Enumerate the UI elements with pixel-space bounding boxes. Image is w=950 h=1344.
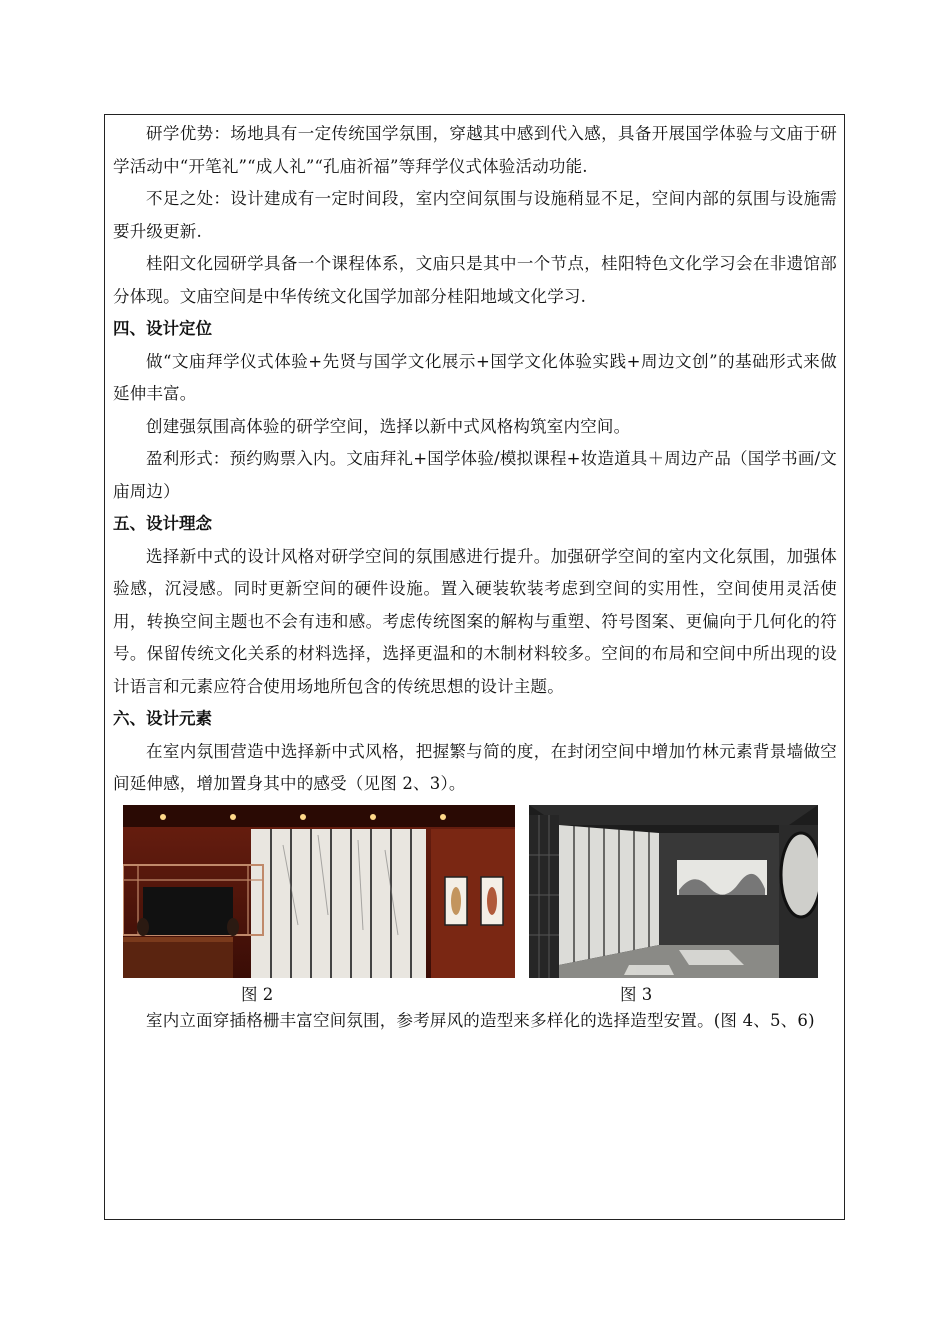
paragraph-curriculum: 桂阳文化园研学具备一个课程体系，文庙只是其中一个节点，桂阳特色文化学习会在非遗馆部分体现。文庙空间是中华传统文化国学加部分桂阳地域文化学习. <box>113 254 837 306</box>
paragraph-shortcomings: 不足之处：设计建成有一定时间段，室内空间氛围与设施稍显不足，空间内部的氛围与设施需要升级更新. <box>113 189 837 241</box>
section-heading-concept: 五、设计理念 <box>113 514 212 533</box>
figure-3-caption: 图 3 <box>620 984 653 1004</box>
document-body <box>113 118 837 1037</box>
figure-2-image <box>123 805 515 978</box>
paragraph-positioning-1: 做“文庙拜学仪式体验+先贤与国学文化展示+国学文化体验实践+周边文创”的基础形式来做延伸丰富。 <box>113 351 837 403</box>
paragraph-positioning-2: 创建强氛围高体验的研学空间，选择以新中式风格构筑室内空间。 <box>146 416 631 436</box>
section-heading-elements: 六、设计元素 <box>113 709 212 728</box>
paragraph-lattice: 室内立面穿插格栅丰富空间氛围，参考屏风的造型来多样化的选择造型安置。(图 4、5、6) <box>146 1010 815 1030</box>
paragraph-elements: 在室内氛围营造中选择新中式风格，把握繁与简的度，在封闭空间中增加竹林元素背景墙做空间延伸感，增加置身其中的感受（见图 2、3）。 <box>113 741 837 793</box>
paragraph-advantages: 研学优势：场地具有一定传统国学氛围，穿越其中感到代入感，具备开展国学体验与文庙于研学活动中“开笔礼”“成人礼”“孔庙祈福”等拜学仪式体验活动功能. <box>113 124 837 176</box>
figure-3-image <box>529 805 818 978</box>
figure-2-caption: 图 2 <box>241 984 274 1004</box>
figure-row <box>113 805 837 1005</box>
paragraph-concept: 选择新中式的设计风格对研学空间的氛围感进行提升。加强研学空间的室内文化氛围，加强体验感，沉浸感。同时更新空间的硬件设施。置入硬装软装考虑到空间的实用性，空间使用灵活使用，转换空间主题也不会有违和感。考虑传统图案的解构与重塑、符号图案、更偏向于几何化的符号。保留传统文化关系的材料选择，选择更温和的木制材料较多。空间的布局和空间中所出现的设计语言和元素应符合使用场地所包含的传统思想的设计主题。 <box>113 546 837 696</box>
section-heading-positioning: 四、设计定位 <box>113 319 212 338</box>
paragraph-positioning-3: 盈利形式：预约购票入内。文庙拜礼+国学体验/模拟课程+妆造道具＋周边产品（国学书画/文庙周边） <box>113 449 837 501</box>
